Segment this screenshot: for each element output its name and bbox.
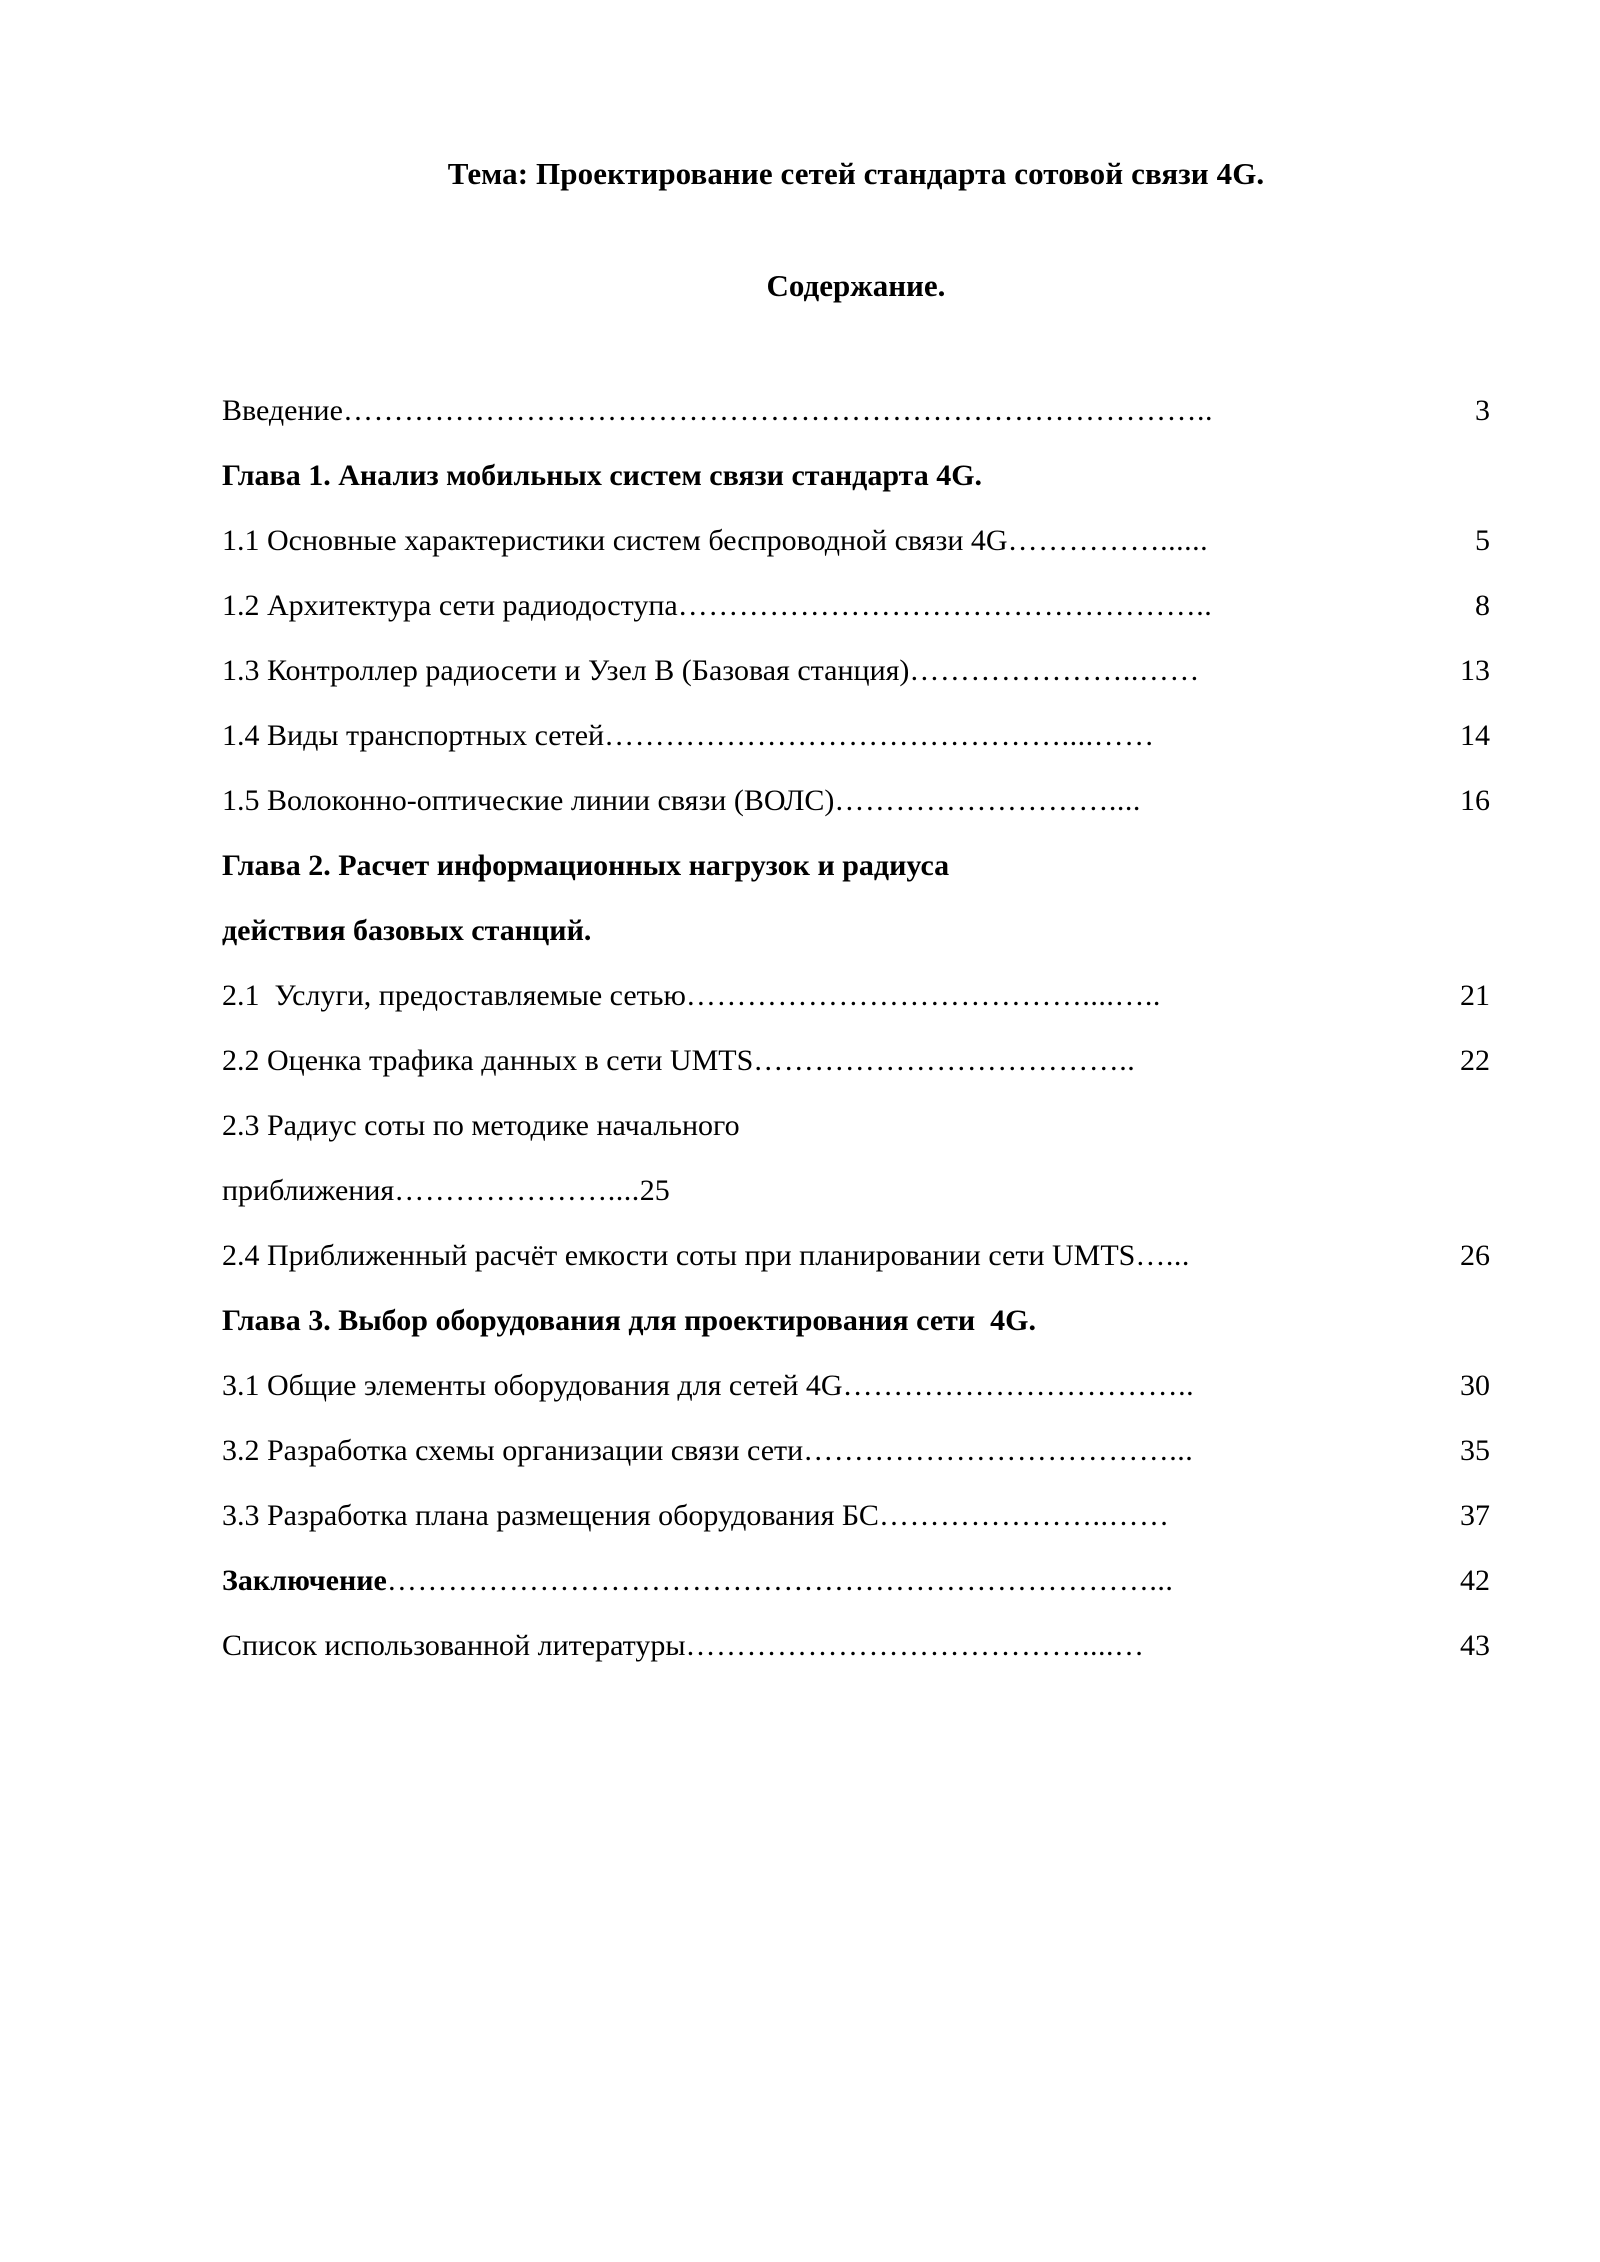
toc-entry[interactable] xyxy=(222,526,1490,591)
toc-entry[interactable] xyxy=(222,591,1490,656)
toc-entry[interactable] xyxy=(222,851,1490,916)
document-title: Тема: Проектирование сетей стандарта сотовой связи 4G. xyxy=(447,156,1265,191)
toc-entry-page-number: 21 xyxy=(1460,979,1490,1013)
toc-entry-label: Введение xyxy=(222,394,343,428)
toc-entry-leader: …………………………………………….. xyxy=(677,591,1213,622)
toc-entry-page-number: 22 xyxy=(1460,1044,1490,1078)
toc-entry-leader: ……………………….... xyxy=(834,786,1141,817)
toc-entry-label: 1.4 Виды транспортных сетей xyxy=(222,719,605,753)
toc-entry-label: Глава 2. Расчет информационных нагрузок и радиуса xyxy=(222,849,950,883)
toc-entry-label: 2.3 Радиус соты по методике начального xyxy=(222,1109,740,1143)
toc-entry-page-number: 8 xyxy=(1475,589,1490,623)
toc-entry[interactable] xyxy=(222,981,1490,1046)
toc-entry[interactable] xyxy=(222,1046,1490,1111)
toc-entry-leader: …………………………………....… xyxy=(685,1631,1145,1662)
toc-entry-leader: ……………………………….. xyxy=(753,1046,1136,1077)
toc-entry-label: 1.5 Волоконно-оптические линии связи (ВОЛС) xyxy=(222,784,835,818)
toc-entry-leader: ………………………………... xyxy=(803,1436,1194,1467)
toc-entry-label: 2.2 Оценка трафика данных в сети UMTS xyxy=(222,1044,754,1078)
toc-entry-label: Глава 1. Анализ мобильных систем связи стандарта 4G. xyxy=(222,459,983,493)
toc-entry-label: Список использованной литературы xyxy=(222,1629,686,1663)
toc-entry-page-number: 13 xyxy=(1460,654,1490,688)
toc-entry-page-number: 35 xyxy=(1460,1434,1490,1468)
toc-entry-label: 1.1 Основные характеристики систем беспроводной связи 4G xyxy=(222,524,1008,558)
toc-entry-leader: …………………………………....….. xyxy=(685,981,1161,1012)
toc-entry[interactable] xyxy=(222,1241,1490,1306)
toc-entry[interactable] xyxy=(222,1436,1490,1501)
toc-entry-label: 1.3 Контроллер радиосети и Узел В (Базовая станция) xyxy=(222,654,910,688)
toc-entry[interactable] xyxy=(222,1501,1490,1566)
toc-entry[interactable] xyxy=(222,1176,1490,1241)
toc-entry-page-number: 30 xyxy=(1460,1369,1490,1403)
toc-entry-leader: …………………………………………………………………... xyxy=(386,1566,1174,1597)
toc-entry-label: Заключение xyxy=(222,1564,387,1598)
toc-entry[interactable] xyxy=(222,1631,1490,1696)
document-content xyxy=(222,0,1490,1696)
toc-entry-label: действия базовых станций. xyxy=(222,914,592,948)
toc-entry-leader: …... xyxy=(1135,1241,1190,1272)
toc-entry-label: Глава 3. Выбор оборудования для проектирования сети 4G. xyxy=(222,1304,1037,1338)
toc-entry-leader: ………………………………………………………………………….. xyxy=(342,396,1213,427)
toc-entry-label: 1.2 Архитектура сети радиодоступа xyxy=(222,589,678,623)
toc-entry-label: 3.1 Общие элементы оборудования для сетей 4G xyxy=(222,1369,843,1403)
toc-entry[interactable] xyxy=(222,396,1490,461)
toc-entry[interactable] xyxy=(222,656,1490,721)
toc-entry-label: приближения xyxy=(222,1174,395,1208)
toc-entry-leader: ……………...... xyxy=(1007,526,1209,557)
toc-entry[interactable] xyxy=(222,461,1490,526)
toc-entry-label: 3.2 Разработка схемы организации связи сети xyxy=(222,1434,804,1468)
toc-entry-label: 2.4 Приближенный расчёт емкости соты при планировании сети UMTS xyxy=(222,1239,1136,1273)
toc-entry-leader: ………………………………………....…… xyxy=(604,721,1155,752)
toc-entry-leader: …………………………….. xyxy=(842,1371,1195,1402)
toc-entry[interactable] xyxy=(222,916,1490,981)
toc-entry[interactable] xyxy=(222,786,1490,851)
toc-entry-page-number: 14 xyxy=(1460,719,1490,753)
toc-entry-page-number: 37 xyxy=(1460,1499,1490,1533)
toc-entry-page-number: 5 xyxy=(1475,524,1490,558)
toc-entry-label: 3.3 Разработка плана размещения оборудования БС xyxy=(222,1499,879,1533)
toc-entry-page-number: 3 xyxy=(1475,394,1490,428)
toc-entry[interactable] xyxy=(222,1306,1490,1371)
toc-heading: Содержание. xyxy=(766,268,946,304)
toc-entry-page-number: 26 xyxy=(1460,1239,1490,1273)
toc-entry-page-number: 25 xyxy=(639,1174,670,1208)
toc-entry-page-number: 16 xyxy=(1460,784,1490,818)
toc-entry[interactable] xyxy=(222,1111,1490,1176)
toc-entry-page-number: 42 xyxy=(1460,1564,1490,1598)
toc-entry[interactable] xyxy=(222,721,1490,786)
table-of-contents xyxy=(222,396,1490,1696)
toc-entry[interactable] xyxy=(222,1371,1490,1436)
toc-entry-leader: ………………….... xyxy=(394,1176,640,1207)
toc-entry-label: 2.1 Услуги, предоставляемые сетью xyxy=(222,979,686,1013)
toc-entry-page-number: 43 xyxy=(1460,1629,1490,1663)
toc-entry-leader: …………………..…… xyxy=(878,1501,1170,1532)
toc-entry-leader: …………………..…… xyxy=(909,656,1200,687)
toc-entry[interactable] xyxy=(222,1566,1490,1631)
